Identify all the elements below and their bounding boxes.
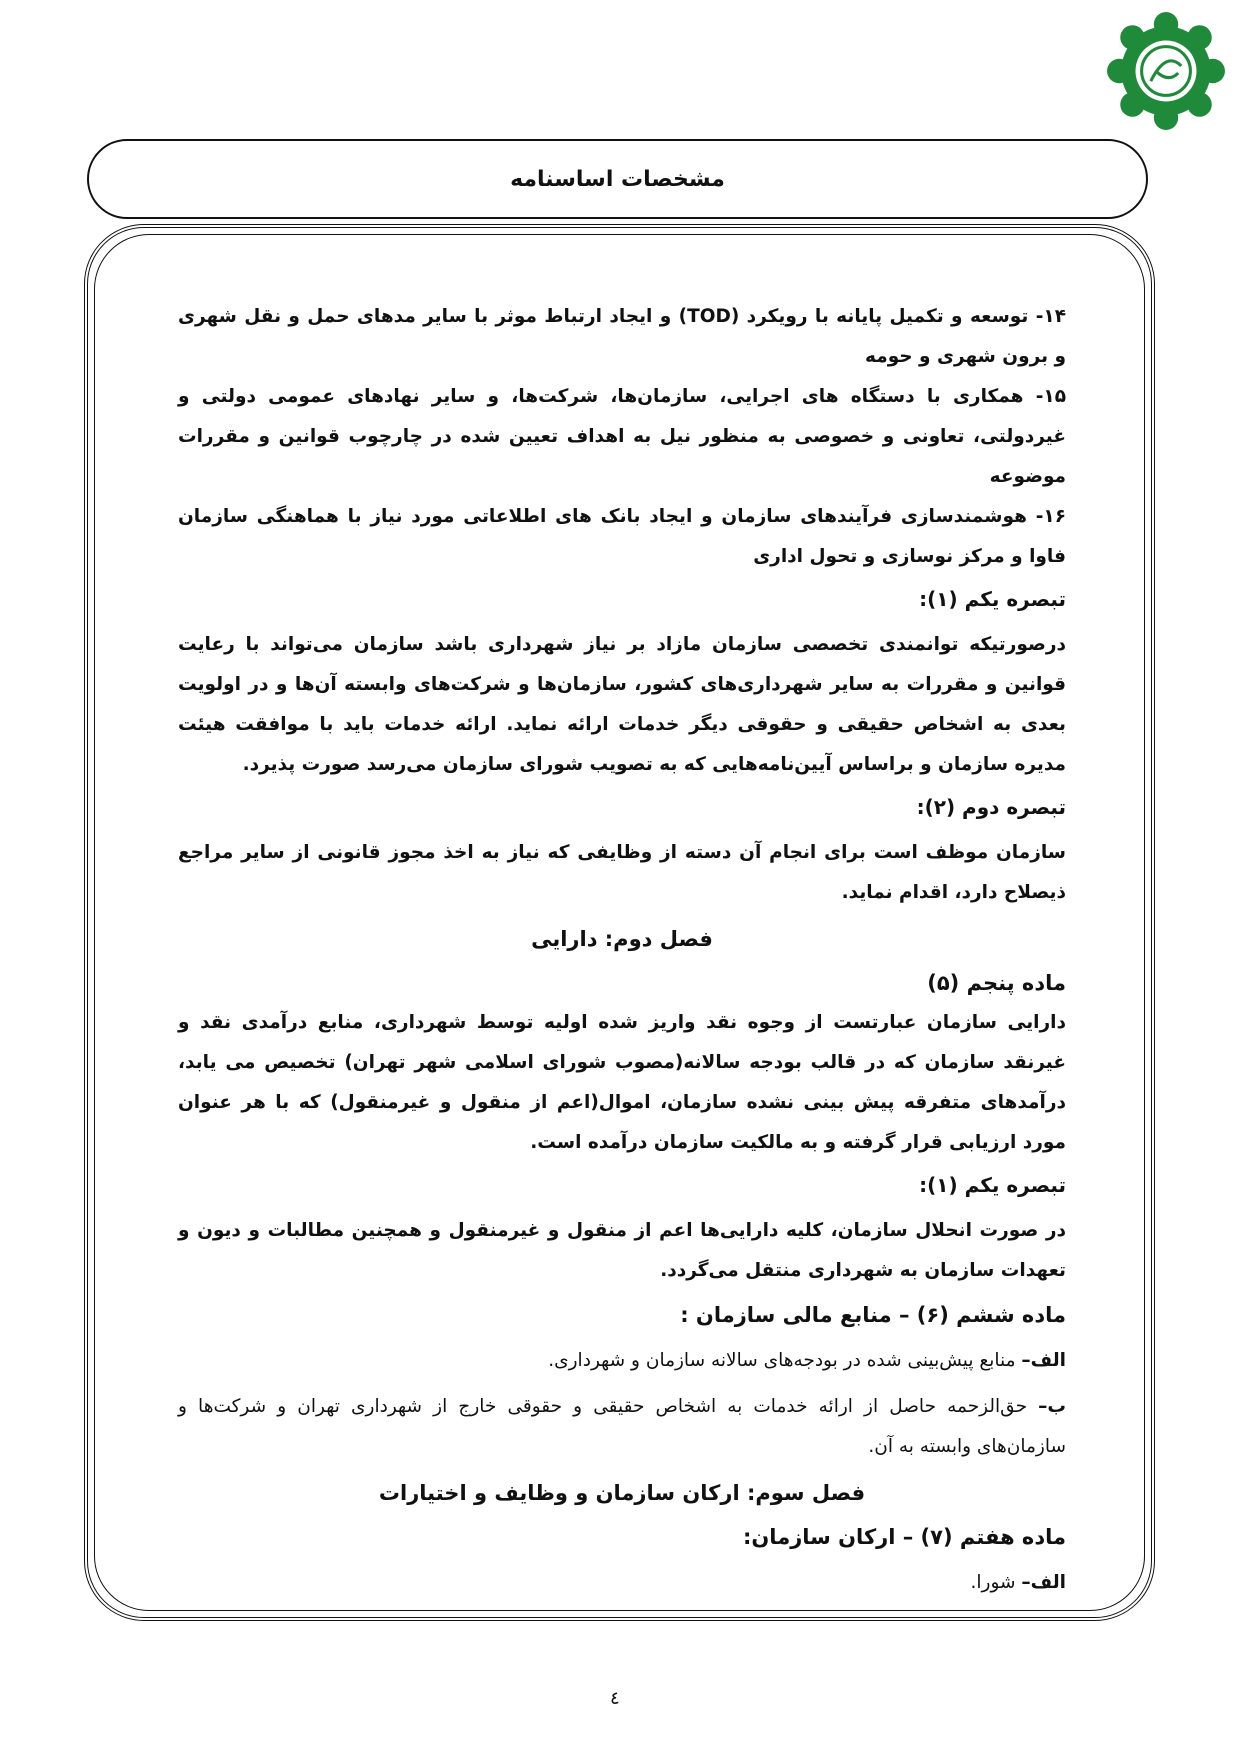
chapter-2-heading: فصل دوم: دارایی (531, 927, 713, 951)
section-title-box (87, 139, 1148, 219)
note-1-title: تبصره یکم (۱): (919, 587, 1066, 611)
article-5-note-1-text: در صورت انحلال سازمان، کلیه دارایی‌ها اعم از منقول و غیرمنقول و همچنین مطالبات و دیون و تعهدات سازمان به شهرداری منتقل می‌گردد. (178, 1220, 1066, 1281)
clause-label: الف– (1021, 1572, 1066, 1593)
clause-text: شورا. (970, 1572, 1022, 1593)
clause-label: الف– (1021, 1350, 1066, 1371)
note-2-text: سازمان موظف است برای انجام آن دسته از وظایفی که نیاز به اخذ مجوز قانونی از سایر مراجع ذیصلاح دارد، اقدام نماید. (178, 842, 1066, 903)
article-7-title: ماده هفتم (۷) – ارکان سازمان: (742, 1525, 1066, 1549)
article-6-clause-b (178, 1387, 1066, 1467)
article-5-note-1-title: تبصره یکم (۱): (919, 1173, 1066, 1197)
article-5-text: دارایی سازمان عبارتست از وجوه نقد واریز شده اولیه توسط شهرداری، منابع درآمدی نقد و غیرنقد سازمان که در قالب بودجه سالانه(مصوب شورای اسلامی شهر تهران) تخصیص می یابد، درآمدهای متفرقه پیش بینی نشده سازمان، اموال(اعم از منقول و غیرمنقول) که با هر عنوان مورد ارزیابی قرار گرفته و به مالکیت سازمان درآمده است. (178, 1012, 1066, 1153)
article-7-clause-a (178, 1563, 1066, 1603)
document-body (178, 297, 1066, 1603)
page-number: ٤ (610, 1688, 620, 1709)
chapter-3-heading: فصل سوم: ارکان سازمان و وظایف و اختیارات (378, 1481, 866, 1505)
note-2-title: تبصره دوم (۲): (916, 795, 1066, 819)
article-6-title: ماده ششم (۶) – منابع مالی سازمان : (680, 1303, 1066, 1327)
clause-text: حق‌الزحمه حاصل از ارائه خدمات به اشخاص حقیقی و حقوقی خارج از شهرداری تهران و شرکت‌ها و سازمان‌های وابسته به آن. (178, 1396, 1066, 1457)
article-6-clause-a (178, 1341, 1066, 1381)
tehran-municipality-logo (1105, 10, 1227, 132)
item-15: ۱۵- همکاری با دستگاه های اجرایی، سازمان‌ها، شرکت‌ها، و سایر نهادهای عمومی دولتی و غیردولتی، تعاونی و خصوصی به منظور نیل به اهداف تعیین شده در چارچوب قوانین و مقررات موضوعه (178, 386, 1066, 487)
item-14: ۱۴- توسعه و تکمیل پایانه با رویکرد (TOD) و ایجاد ارتباط موثر با سایر مدهای حمل و نقل شهری و برون شهری و حومه (178, 306, 1066, 367)
clause-text: منابع پیش‌بینی شده در بودجه‌های سالانه سازمان و شهرداری. (548, 1350, 1022, 1371)
section-title: مشخصات اساسنامه (510, 166, 725, 192)
article-5-title: ماده پنجم (۵) (927, 971, 1066, 995)
clause-label: ب– (1038, 1396, 1066, 1417)
item-16: ۱۶- هوشمندسازی فرآیندهای سازمان و ایجاد بانک های اطلاعاتی مورد نیاز با هماهنگی سازمان فاوا و مرکز نوسازی و تحول اداری (178, 506, 1066, 567)
note-1-text: درصورتیکه توانمندی تخصصی سازمان مازاد بر نیاز شهرداری باشد سازمان می‌تواند با رعایت قوانین و مقررات به سایر شهرداری‌های کشور، سازمان‌ها و شرکت‌های وابسته آن‌ها و در اولویت بعدی به اشخاص حقیقی و حقوقی دیگر خدمات ارائه نماید. ارائه خدمات باید با موافقت هیئت مدیره سازمان و براساس آیین‌نامه‌هایی که به تصویب شورای سازمان می‌رسد صورت پذیرد. (178, 634, 1066, 775)
